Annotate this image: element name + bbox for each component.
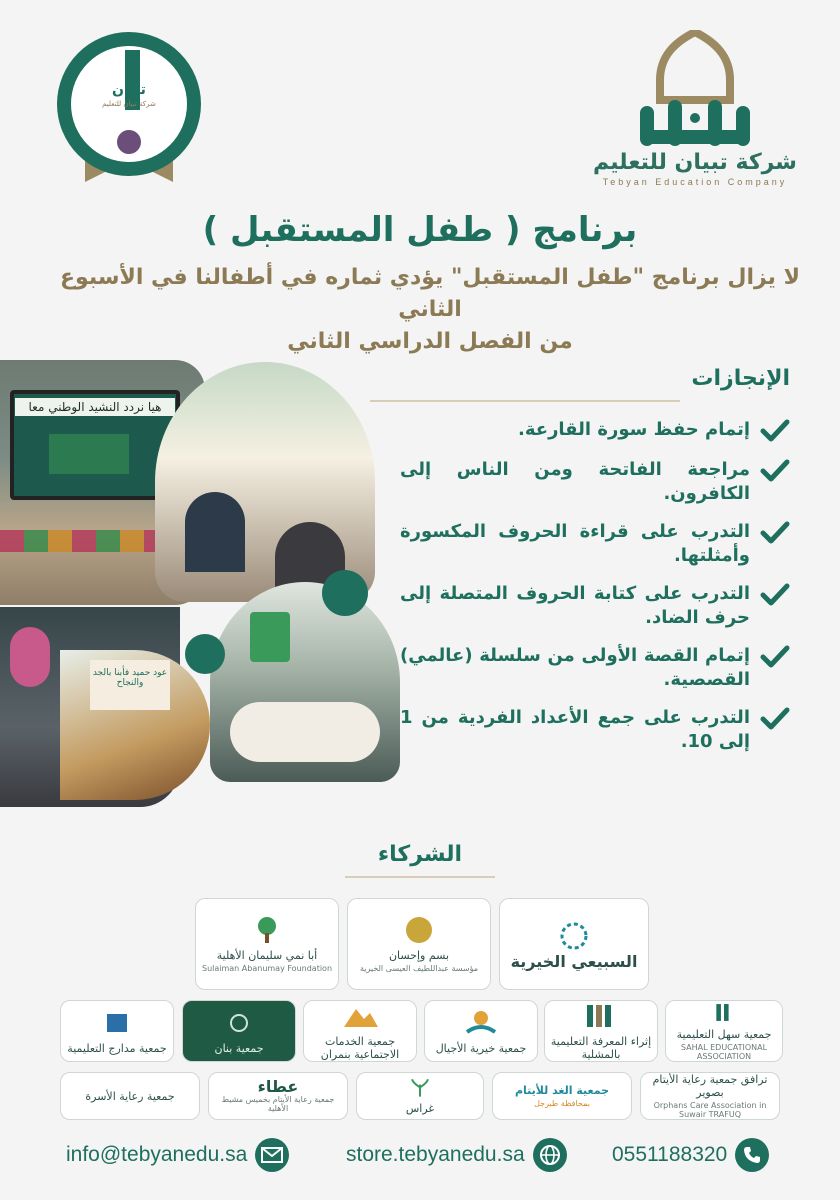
check-icon — [760, 418, 790, 444]
check-icon — [760, 706, 790, 732]
achievements-divider — [370, 400, 680, 402]
green-stand — [250, 612, 290, 662]
sahal-logo-icon — [704, 1001, 744, 1024]
achievement-item — [400, 458, 790, 506]
program-title: برنامج ( طفل المستقبل ) — [202, 210, 638, 250]
brand-name-english: Tebyan Education Company — [602, 177, 788, 187]
achievement-text: إتمام حفظ سورة القارعة. — [518, 419, 750, 440]
partner-name: جمعية رعاية الأسرة — [85, 1089, 175, 1103]
email-link[interactable]: info@tebyanedu.sa — [66, 1143, 248, 1166]
star-pattern-icon — [554, 921, 594, 951]
partner-subtitle: Sulaiman Abanumay Foundation — [201, 964, 333, 973]
achievement-text: التدرب على كتابة الحروف المتصلة إلى حرف الضاد. — [400, 583, 750, 628]
partner-subtitle: جمعية رعاية الأيتام بخميس مشيط الأهلية — [221, 1094, 335, 1113]
children-group — [230, 702, 380, 762]
screen-caption: هيا نردد النشيد الوطني معا — [15, 398, 175, 416]
partner-card — [499, 898, 649, 990]
partner-name: جمعية سهل التعليمية — [676, 1028, 772, 1041]
partner-name: جمعية خيرية الأجيال — [435, 1041, 527, 1055]
achievement-text: التدرب على قراءة الحروف المكسورة وأمثلتها. — [400, 521, 750, 566]
subtitle-line-2: من الفصل الدراسي الثاني — [287, 329, 573, 354]
tree-icon — [247, 915, 287, 945]
classroom-desk-photo — [155, 362, 375, 602]
achievement-text: التدرب على جمع الأعداد الفردية من 1 إلى 10. — [400, 707, 750, 752]
partner-subtitle: SAHAL EDUCATIONAL ASSOCIATION — [680, 1043, 768, 1061]
partner-card — [195, 898, 339, 990]
partner-subtitle: مؤسسة عبداللطيف العيسى الخيرية — [359, 964, 479, 973]
store-link[interactable]: store.tebyanedu.sa — [346, 1143, 525, 1166]
program-subtitle — [40, 262, 820, 358]
achievement-item — [400, 644, 790, 692]
badge-logo-text: تبيان — [112, 82, 146, 98]
achievement-item — [400, 582, 790, 630]
subtitle-line-1: لا يزال برنامج "طفل المستقبل" يؤدي ثماره في أطفالنا في الأسبوع الثاني — [60, 265, 800, 322]
partner-card — [356, 1072, 484, 1120]
steps-icon — [97, 1008, 137, 1038]
partner-card — [303, 1000, 417, 1062]
achievements-list — [400, 418, 790, 768]
partner-name: عطاء — [257, 1076, 299, 1096]
partner-card — [665, 1000, 783, 1062]
achievement-text: إتمام القصة الأولى من سلسلة (عالمي) القصصية. — [400, 645, 750, 690]
partner-card — [182, 1000, 296, 1062]
envelope-icon — [255, 1138, 289, 1172]
partner-name: جمعية مدارج التعليمية — [67, 1041, 167, 1055]
partners-title: الشركاء — [377, 842, 463, 867]
partner-name: جمعية الغد للأيتام — [514, 1084, 610, 1097]
achievements-title: الإنجازات — [691, 366, 790, 391]
calligraphy-seal-icon — [399, 915, 439, 945]
partner-name: جمعية الخدمات الاجتماعية بنمران — [320, 1035, 400, 1061]
achievement-text: مراجعة الفاتحة ومن الناس إلى الكافرون. — [400, 459, 750, 504]
partner-subtitle: Orphans Care Association in Suwair TRAFUQ — [653, 1101, 767, 1119]
brand-name-arabic: شركة تبيان للتعليم — [593, 150, 797, 175]
partner-name: السبيعي الخيرية — [510, 951, 638, 971]
check-icon — [760, 582, 790, 608]
child-figure — [185, 492, 245, 572]
check-icon — [760, 644, 790, 670]
leaf-icon — [219, 1008, 259, 1038]
photo-collage — [0, 352, 400, 812]
gift-sign: عود حميد فأبنا بالجد والنجاح — [90, 660, 170, 710]
footer-store[interactable] — [346, 1137, 567, 1173]
partner-card — [60, 1000, 174, 1062]
partner-card — [208, 1072, 348, 1120]
partners-divider — [345, 876, 495, 878]
achievement-item — [400, 520, 790, 568]
partner-name: ترافق جمعية رعاية الأيتام بصوير — [652, 1073, 768, 1099]
check-icon — [760, 458, 790, 484]
achievement-item — [400, 418, 790, 444]
badge-caption: شركة تبيان للتعليم — [102, 100, 156, 108]
books-icon — [581, 1001, 621, 1031]
partner-card — [347, 898, 491, 990]
partner-card — [60, 1072, 200, 1120]
brand-logo — [590, 30, 800, 190]
gift-bags-photo — [60, 650, 210, 800]
partner-name: إثراء المعرفة التعليمية بالمشلية — [550, 1035, 652, 1061]
phone-text[interactable]: 0551188320 — [612, 1143, 728, 1166]
check-icon — [760, 520, 790, 546]
footer-phone[interactable] — [612, 1137, 769, 1173]
footer-email[interactable] — [66, 1137, 289, 1173]
achievement-item — [400, 706, 790, 754]
partner-card — [544, 1000, 658, 1062]
partner-name: غراس — [405, 1101, 435, 1115]
program-badge — [55, 30, 203, 182]
doll-figure — [10, 627, 50, 687]
accent-circle-2 — [185, 634, 225, 674]
phone-icon — [735, 1138, 769, 1172]
family-icon — [461, 1008, 501, 1038]
reading-children-photo — [210, 582, 400, 782]
globe-icon — [533, 1138, 567, 1172]
accent-circle — [322, 570, 368, 616]
flag-icon — [49, 434, 129, 474]
partner-card — [640, 1072, 780, 1120]
partner-name: أبا نمي سليمان الأهلية — [216, 949, 318, 962]
partner-name: بسم وإحسان — [388, 949, 450, 962]
partner-name: جمعية بنان — [214, 1041, 264, 1055]
sprout-icon — [400, 1078, 440, 1098]
partner-card — [424, 1000, 538, 1062]
hills-icon — [340, 1001, 380, 1031]
partner-subtitle: بمحافظة طبرجل — [534, 1099, 590, 1108]
partner-card — [492, 1072, 632, 1120]
mosque-arch-icon — [620, 30, 770, 148]
